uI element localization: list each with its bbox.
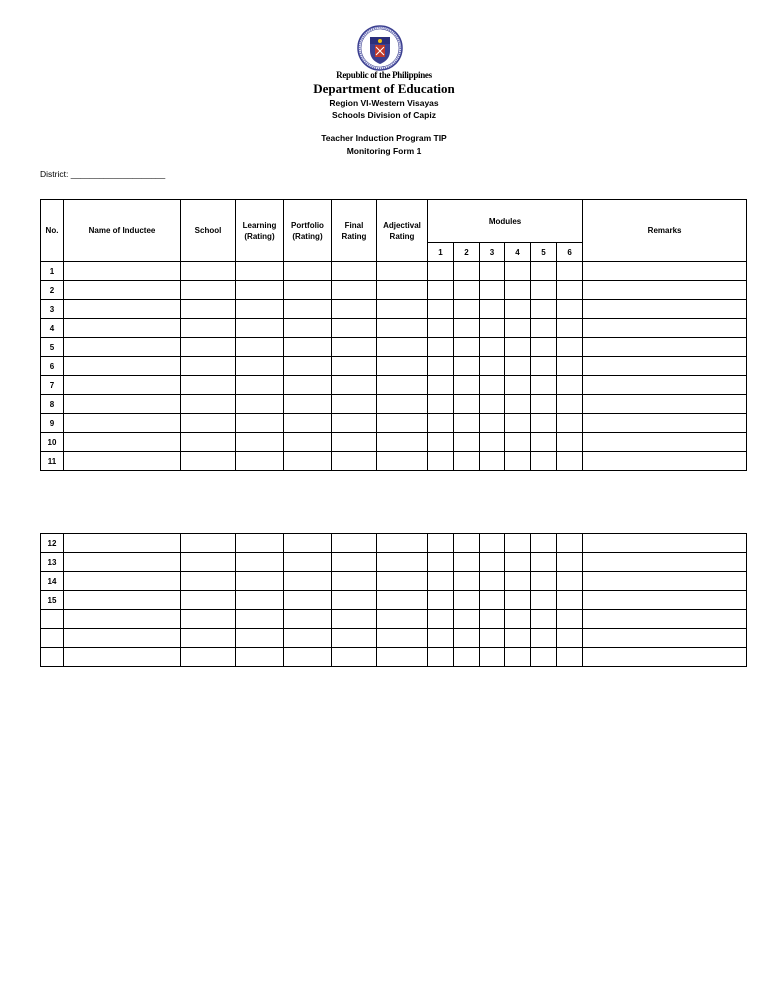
name-cell[interactable] — [64, 281, 181, 300]
portfolio-cell[interactable] — [284, 433, 332, 452]
row-number: 15 — [41, 591, 64, 610]
school-cell[interactable] — [181, 319, 236, 338]
row-number: 10 — [41, 433, 64, 452]
module-6-cell[interactable] — [557, 357, 583, 376]
module-5-cell[interactable] — [531, 534, 557, 553]
table-row — [41, 610, 747, 629]
module-3-cell[interactable] — [480, 553, 505, 572]
table-row — [41, 629, 747, 648]
module-4-cell[interactable] — [505, 629, 531, 648]
module-4-cell[interactable] — [505, 534, 531, 553]
final-rating-cell[interactable] — [332, 338, 377, 357]
final-rating-cell[interactable] — [332, 262, 377, 281]
adjectival-rating-cell[interactable] — [377, 572, 428, 591]
module-6-cell[interactable] — [557, 338, 583, 357]
table-row — [41, 572, 747, 591]
col-no: No. — [41, 200, 64, 262]
module-4-cell[interactable] — [505, 553, 531, 572]
module-3-cell[interactable] — [480, 610, 505, 629]
final-rating-cell[interactable] — [332, 300, 377, 319]
module-2-cell[interactable] — [454, 319, 480, 338]
name-cell[interactable] — [64, 376, 181, 395]
module-2-cell[interactable] — [454, 395, 480, 414]
module-4-cell[interactable] — [505, 357, 531, 376]
monitoring-table — [40, 199, 747, 471]
portfolio-cell[interactable] — [284, 262, 332, 281]
adjectival-rating-cell[interactable] — [377, 433, 428, 452]
adjectival-rating-cell[interactable] — [377, 414, 428, 433]
col-modules: Modules — [428, 200, 583, 243]
adjectival-rating-cell[interactable] — [377, 357, 428, 376]
remarks-cell[interactable] — [583, 433, 747, 452]
school-cell[interactable] — [181, 610, 236, 629]
module-2-cell[interactable] — [454, 281, 480, 300]
remarks-cell[interactable] — [583, 572, 747, 591]
module-5-cell[interactable] — [531, 281, 557, 300]
remarks-cell[interactable] — [583, 338, 747, 357]
name-cell[interactable] — [64, 452, 181, 471]
learning-cell[interactable] — [236, 433, 284, 452]
module-4-cell[interactable] — [505, 281, 531, 300]
learning-cell[interactable] — [236, 648, 284, 667]
col-name: Name of Inductee — [64, 200, 181, 262]
name-cell[interactable] — [64, 534, 181, 553]
module-4-cell[interactable] — [505, 376, 531, 395]
remarks-cell[interactable] — [583, 395, 747, 414]
module-6-cell[interactable] — [557, 300, 583, 319]
final-rating-cell[interactable] — [332, 648, 377, 667]
module-1-cell[interactable] — [428, 452, 454, 471]
learning-cell[interactable] — [236, 591, 284, 610]
module-3-cell[interactable] — [480, 262, 505, 281]
portfolio-cell[interactable] — [284, 319, 332, 338]
module-3-cell[interactable] — [480, 319, 505, 338]
col-remarks: Remarks — [583, 200, 747, 262]
portfolio-cell[interactable] — [284, 300, 332, 319]
module-5-cell[interactable] — [531, 338, 557, 357]
learning-cell[interactable] — [236, 414, 284, 433]
table-header-row — [41, 200, 747, 243]
module-4-cell[interactable] — [505, 610, 531, 629]
col-module-2: 2 — [454, 243, 480, 262]
module-3-cell[interactable] — [480, 300, 505, 319]
final-rating-cell[interactable] — [332, 433, 377, 452]
module-6-cell[interactable] — [557, 281, 583, 300]
name-cell[interactable] — [64, 338, 181, 357]
school-cell[interactable] — [181, 629, 236, 648]
module-6-cell[interactable] — [557, 553, 583, 572]
school-cell[interactable] — [181, 414, 236, 433]
module-1-cell[interactable] — [428, 553, 454, 572]
remarks-cell[interactable] — [583, 414, 747, 433]
name-cell[interactable] — [64, 591, 181, 610]
module-4-cell[interactable] — [505, 338, 531, 357]
module-4-cell[interactable] — [505, 262, 531, 281]
module-3-cell[interactable] — [480, 648, 505, 667]
module-1-cell[interactable] — [428, 629, 454, 648]
portfolio-cell[interactable] — [284, 553, 332, 572]
row-number: 8 — [41, 395, 64, 414]
adjectival-rating-cell[interactable] — [377, 319, 428, 338]
row-number — [41, 610, 64, 629]
final-rating-cell[interactable] — [332, 395, 377, 414]
learning-cell[interactable] — [236, 376, 284, 395]
school-cell[interactable] — [181, 376, 236, 395]
table-row — [41, 553, 747, 572]
module-2-cell[interactable] — [454, 433, 480, 452]
school-cell[interactable] — [181, 534, 236, 553]
table-row — [41, 300, 747, 319]
module-1-cell[interactable] — [428, 572, 454, 591]
program-title: Teacher Induction Program TIP — [321, 133, 447, 143]
deped-seal-icon — [355, 25, 405, 71]
col-module-3: 3 — [480, 243, 505, 262]
table-row — [41, 357, 747, 376]
module-3-cell[interactable] — [480, 629, 505, 648]
module-6-cell[interactable] — [557, 395, 583, 414]
learning-cell[interactable] — [236, 452, 284, 471]
remarks-cell[interactable] — [583, 376, 747, 395]
portfolio-cell[interactable] — [284, 357, 332, 376]
adjectival-rating-cell[interactable] — [377, 281, 428, 300]
table-row — [41, 319, 747, 338]
module-4-cell[interactable] — [505, 648, 531, 667]
adjectival-rating-cell[interactable] — [377, 262, 428, 281]
remarks-cell[interactable] — [583, 553, 747, 572]
module-4-cell[interactable] — [505, 319, 531, 338]
form-title: Monitoring Form 1 — [346, 146, 422, 156]
table-row — [41, 534, 747, 553]
module-6-cell[interactable] — [557, 376, 583, 395]
module-1-cell[interactable] — [428, 357, 454, 376]
remarks-cell[interactable] — [583, 357, 747, 376]
republic-title: Republic of the Philippines — [336, 70, 432, 80]
adjectival-rating-cell[interactable] — [377, 610, 428, 629]
module-6-cell[interactable] — [557, 591, 583, 610]
col-module-5: 5 — [531, 243, 557, 262]
module-5-cell[interactable] — [531, 395, 557, 414]
district-blank: ____________________ — [70, 169, 166, 179]
module-2-cell[interactable] — [454, 553, 480, 572]
module-4-cell[interactable] — [505, 300, 531, 319]
row-number: 6 — [41, 357, 64, 376]
school-cell[interactable] — [181, 300, 236, 319]
portfolio-cell[interactable] — [284, 452, 332, 471]
school-cell[interactable] — [181, 281, 236, 300]
row-number: 13 — [41, 553, 64, 572]
school-cell[interactable] — [181, 262, 236, 281]
school-cell[interactable] — [181, 433, 236, 452]
module-5-cell[interactable] — [531, 262, 557, 281]
remarks-cell[interactable] — [583, 262, 747, 281]
row-number: 14 — [41, 572, 64, 591]
module-1-cell[interactable] — [428, 591, 454, 610]
name-cell[interactable] — [64, 433, 181, 452]
module-1-cell[interactable] — [428, 414, 454, 433]
module-6-cell[interactable] — [557, 572, 583, 591]
col-portfolio: Portfolio (Rating) — [284, 200, 332, 262]
module-3-cell[interactable] — [480, 338, 505, 357]
row-number: 4 — [41, 319, 64, 338]
learning-cell[interactable] — [236, 553, 284, 572]
module-2-cell[interactable] — [454, 648, 480, 667]
district-field[interactable] — [40, 169, 165, 179]
remarks-cell[interactable] — [583, 591, 747, 610]
module-3-cell[interactable] — [480, 376, 505, 395]
col-module-6: 6 — [557, 243, 583, 262]
department-title: Department of Education — [313, 81, 455, 96]
portfolio-cell[interactable] — [284, 534, 332, 553]
name-cell[interactable] — [64, 648, 181, 667]
name-cell[interactable] — [64, 610, 181, 629]
final-rating-cell[interactable] — [332, 319, 377, 338]
module-1-cell[interactable] — [428, 300, 454, 319]
final-rating-cell[interactable] — [332, 610, 377, 629]
adjectival-rating-cell[interactable] — [377, 338, 428, 357]
final-rating-cell[interactable] — [332, 553, 377, 572]
module-5-cell[interactable] — [531, 357, 557, 376]
module-3-cell[interactable] — [480, 591, 505, 610]
module-2-cell[interactable] — [454, 572, 480, 591]
module-2-cell[interactable] — [454, 262, 480, 281]
table-row — [41, 338, 747, 357]
portfolio-cell[interactable] — [284, 629, 332, 648]
module-3-cell[interactable] — [480, 281, 505, 300]
module-5-cell[interactable] — [531, 452, 557, 471]
name-cell[interactable] — [64, 553, 181, 572]
final-rating-cell[interactable] — [332, 572, 377, 591]
module-1-cell[interactable] — [428, 319, 454, 338]
final-rating-cell[interactable] — [332, 414, 377, 433]
school-cell[interactable] — [181, 648, 236, 667]
learning-cell[interactable] — [236, 300, 284, 319]
module-4-cell[interactable] — [505, 414, 531, 433]
col-module-4: 4 — [505, 243, 531, 262]
module-3-cell[interactable] — [480, 534, 505, 553]
learning-cell[interactable] — [236, 357, 284, 376]
division-text: Schools Division of Capiz — [332, 110, 436, 120]
module-1-cell[interactable] — [428, 338, 454, 357]
module-2-cell[interactable] — [454, 534, 480, 553]
module-5-cell[interactable] — [531, 572, 557, 591]
final-rating-cell[interactable] — [332, 357, 377, 376]
learning-cell[interactable] — [236, 262, 284, 281]
portfolio-cell[interactable] — [284, 338, 332, 357]
module-6-cell[interactable] — [557, 629, 583, 648]
module-4-cell[interactable] — [505, 395, 531, 414]
school-cell[interactable] — [181, 591, 236, 610]
module-4-cell[interactable] — [505, 591, 531, 610]
module-1-cell[interactable] — [428, 433, 454, 452]
table-row — [41, 648, 747, 667]
name-cell[interactable] — [64, 319, 181, 338]
module-1-cell[interactable] — [428, 534, 454, 553]
school-cell[interactable] — [181, 452, 236, 471]
final-rating-cell[interactable] — [332, 629, 377, 648]
name-cell[interactable] — [64, 262, 181, 281]
portfolio-cell[interactable] — [284, 610, 332, 629]
table-row — [41, 414, 747, 433]
district-label: District: — [40, 169, 69, 179]
module-6-cell[interactable] — [557, 262, 583, 281]
remarks-cell[interactable] — [583, 629, 747, 648]
adjectival-rating-cell[interactable] — [377, 395, 428, 414]
adjectival-rating-cell[interactable] — [377, 553, 428, 572]
adjectival-rating-cell[interactable] — [377, 376, 428, 395]
module-2-cell[interactable] — [454, 357, 480, 376]
module-5-cell[interactable] — [531, 300, 557, 319]
module-2-cell[interactable] — [454, 300, 480, 319]
portfolio-cell[interactable] — [284, 648, 332, 667]
table-row — [41, 395, 747, 414]
table-row — [41, 452, 747, 471]
table-row — [41, 262, 747, 281]
row-number: 12 — [41, 534, 64, 553]
school-cell[interactable] — [181, 572, 236, 591]
school-cell[interactable] — [181, 553, 236, 572]
final-rating-cell[interactable] — [332, 452, 377, 471]
name-cell[interactable] — [64, 572, 181, 591]
module-6-cell[interactable] — [557, 610, 583, 629]
monitoring-table-continued — [40, 533, 747, 667]
col-learning: Learning (Rating) — [236, 200, 284, 262]
school-cell[interactable] — [181, 338, 236, 357]
portfolio-cell[interactable] — [284, 395, 332, 414]
module-6-cell[interactable] — [557, 534, 583, 553]
final-rating-cell[interactable] — [332, 534, 377, 553]
adjectival-rating-cell[interactable] — [377, 629, 428, 648]
module-5-cell[interactable] — [531, 591, 557, 610]
final-rating-cell[interactable] — [332, 591, 377, 610]
module-1-cell[interactable] — [428, 376, 454, 395]
module-5-cell[interactable] — [531, 553, 557, 572]
learning-cell[interactable] — [236, 629, 284, 648]
module-2-cell[interactable] — [454, 591, 480, 610]
adjectival-rating-cell[interactable] — [377, 534, 428, 553]
module-1-cell[interactable] — [428, 281, 454, 300]
module-2-cell[interactable] — [454, 452, 480, 471]
module-5-cell[interactable] — [531, 648, 557, 667]
module-3-cell[interactable] — [480, 357, 505, 376]
learning-cell[interactable] — [236, 534, 284, 553]
module-2-cell[interactable] — [454, 629, 480, 648]
module-4-cell[interactable] — [505, 572, 531, 591]
module-4-cell[interactable] — [505, 433, 531, 452]
learning-cell[interactable] — [236, 572, 284, 591]
name-cell[interactable] — [64, 357, 181, 376]
remarks-cell[interactable] — [583, 281, 747, 300]
module-5-cell[interactable] — [531, 433, 557, 452]
col-school: School — [181, 200, 236, 262]
name-cell[interactable] — [64, 395, 181, 414]
col-adjectival-rating: Adjectival Rating — [377, 200, 428, 262]
module-3-cell[interactable] — [480, 414, 505, 433]
school-cell[interactable] — [181, 395, 236, 414]
final-rating-cell[interactable] — [332, 281, 377, 300]
module-3-cell[interactable] — [480, 452, 505, 471]
module-6-cell[interactable] — [557, 648, 583, 667]
portfolio-cell[interactable] — [284, 591, 332, 610]
module-5-cell[interactable] — [531, 319, 557, 338]
adjectival-rating-cell[interactable] — [377, 300, 428, 319]
module-6-cell[interactable] — [557, 319, 583, 338]
adjectival-rating-cell[interactable] — [377, 452, 428, 471]
row-number: 3 — [41, 300, 64, 319]
portfolio-cell[interactable] — [284, 572, 332, 591]
row-number: 2 — [41, 281, 64, 300]
module-3-cell[interactable] — [480, 433, 505, 452]
remarks-cell[interactable] — [583, 648, 747, 667]
row-number: 9 — [41, 414, 64, 433]
final-rating-cell[interactable] — [332, 376, 377, 395]
col-module-1: 1 — [428, 243, 454, 262]
remarks-cell[interactable] — [583, 300, 747, 319]
module-6-cell[interactable] — [557, 433, 583, 452]
module-2-cell[interactable] — [454, 376, 480, 395]
row-number: 7 — [41, 376, 64, 395]
name-cell[interactable] — [64, 414, 181, 433]
module-5-cell[interactable] — [531, 376, 557, 395]
remarks-cell[interactable] — [583, 452, 747, 471]
row-number — [41, 648, 64, 667]
learning-cell[interactable] — [236, 338, 284, 357]
name-cell[interactable] — [64, 300, 181, 319]
row-number: 1 — [41, 262, 64, 281]
table-row — [41, 376, 747, 395]
portfolio-cell[interactable] — [284, 414, 332, 433]
table-row — [41, 433, 747, 452]
module-1-cell[interactable] — [428, 648, 454, 667]
remarks-cell[interactable] — [583, 610, 747, 629]
name-cell[interactable] — [64, 629, 181, 648]
module-3-cell[interactable] — [480, 572, 505, 591]
module-1-cell[interactable] — [428, 262, 454, 281]
module-1-cell[interactable] — [428, 610, 454, 629]
table-row — [41, 281, 747, 300]
module-2-cell[interactable] — [454, 414, 480, 433]
portfolio-cell[interactable] — [284, 281, 332, 300]
module-3-cell[interactable] — [480, 395, 505, 414]
col-final-rating: Final Rating — [332, 200, 377, 262]
module-6-cell[interactable] — [557, 452, 583, 471]
remarks-cell[interactable] — [583, 319, 747, 338]
module-5-cell[interactable] — [531, 610, 557, 629]
row-number: 11 — [41, 452, 64, 471]
portfolio-cell[interactable] — [284, 376, 332, 395]
module-2-cell[interactable] — [454, 338, 480, 357]
row-number: 5 — [41, 338, 64, 357]
learning-cell[interactable] — [236, 281, 284, 300]
remarks-cell[interactable] — [583, 534, 747, 553]
learning-cell[interactable] — [236, 395, 284, 414]
row-number — [41, 629, 64, 648]
module-6-cell[interactable] — [557, 414, 583, 433]
region-text: Region VI-Western Visayas — [329, 98, 439, 108]
module-5-cell[interactable] — [531, 414, 557, 433]
school-cell[interactable] — [181, 357, 236, 376]
adjectival-rating-cell[interactable] — [377, 648, 428, 667]
learning-cell[interactable] — [236, 319, 284, 338]
module-5-cell[interactable] — [531, 629, 557, 648]
module-1-cell[interactable] — [428, 395, 454, 414]
module-2-cell[interactable] — [454, 610, 480, 629]
table-row — [41, 591, 747, 610]
module-4-cell[interactable] — [505, 452, 531, 471]
learning-cell[interactable] — [236, 610, 284, 629]
adjectival-rating-cell[interactable] — [377, 591, 428, 610]
